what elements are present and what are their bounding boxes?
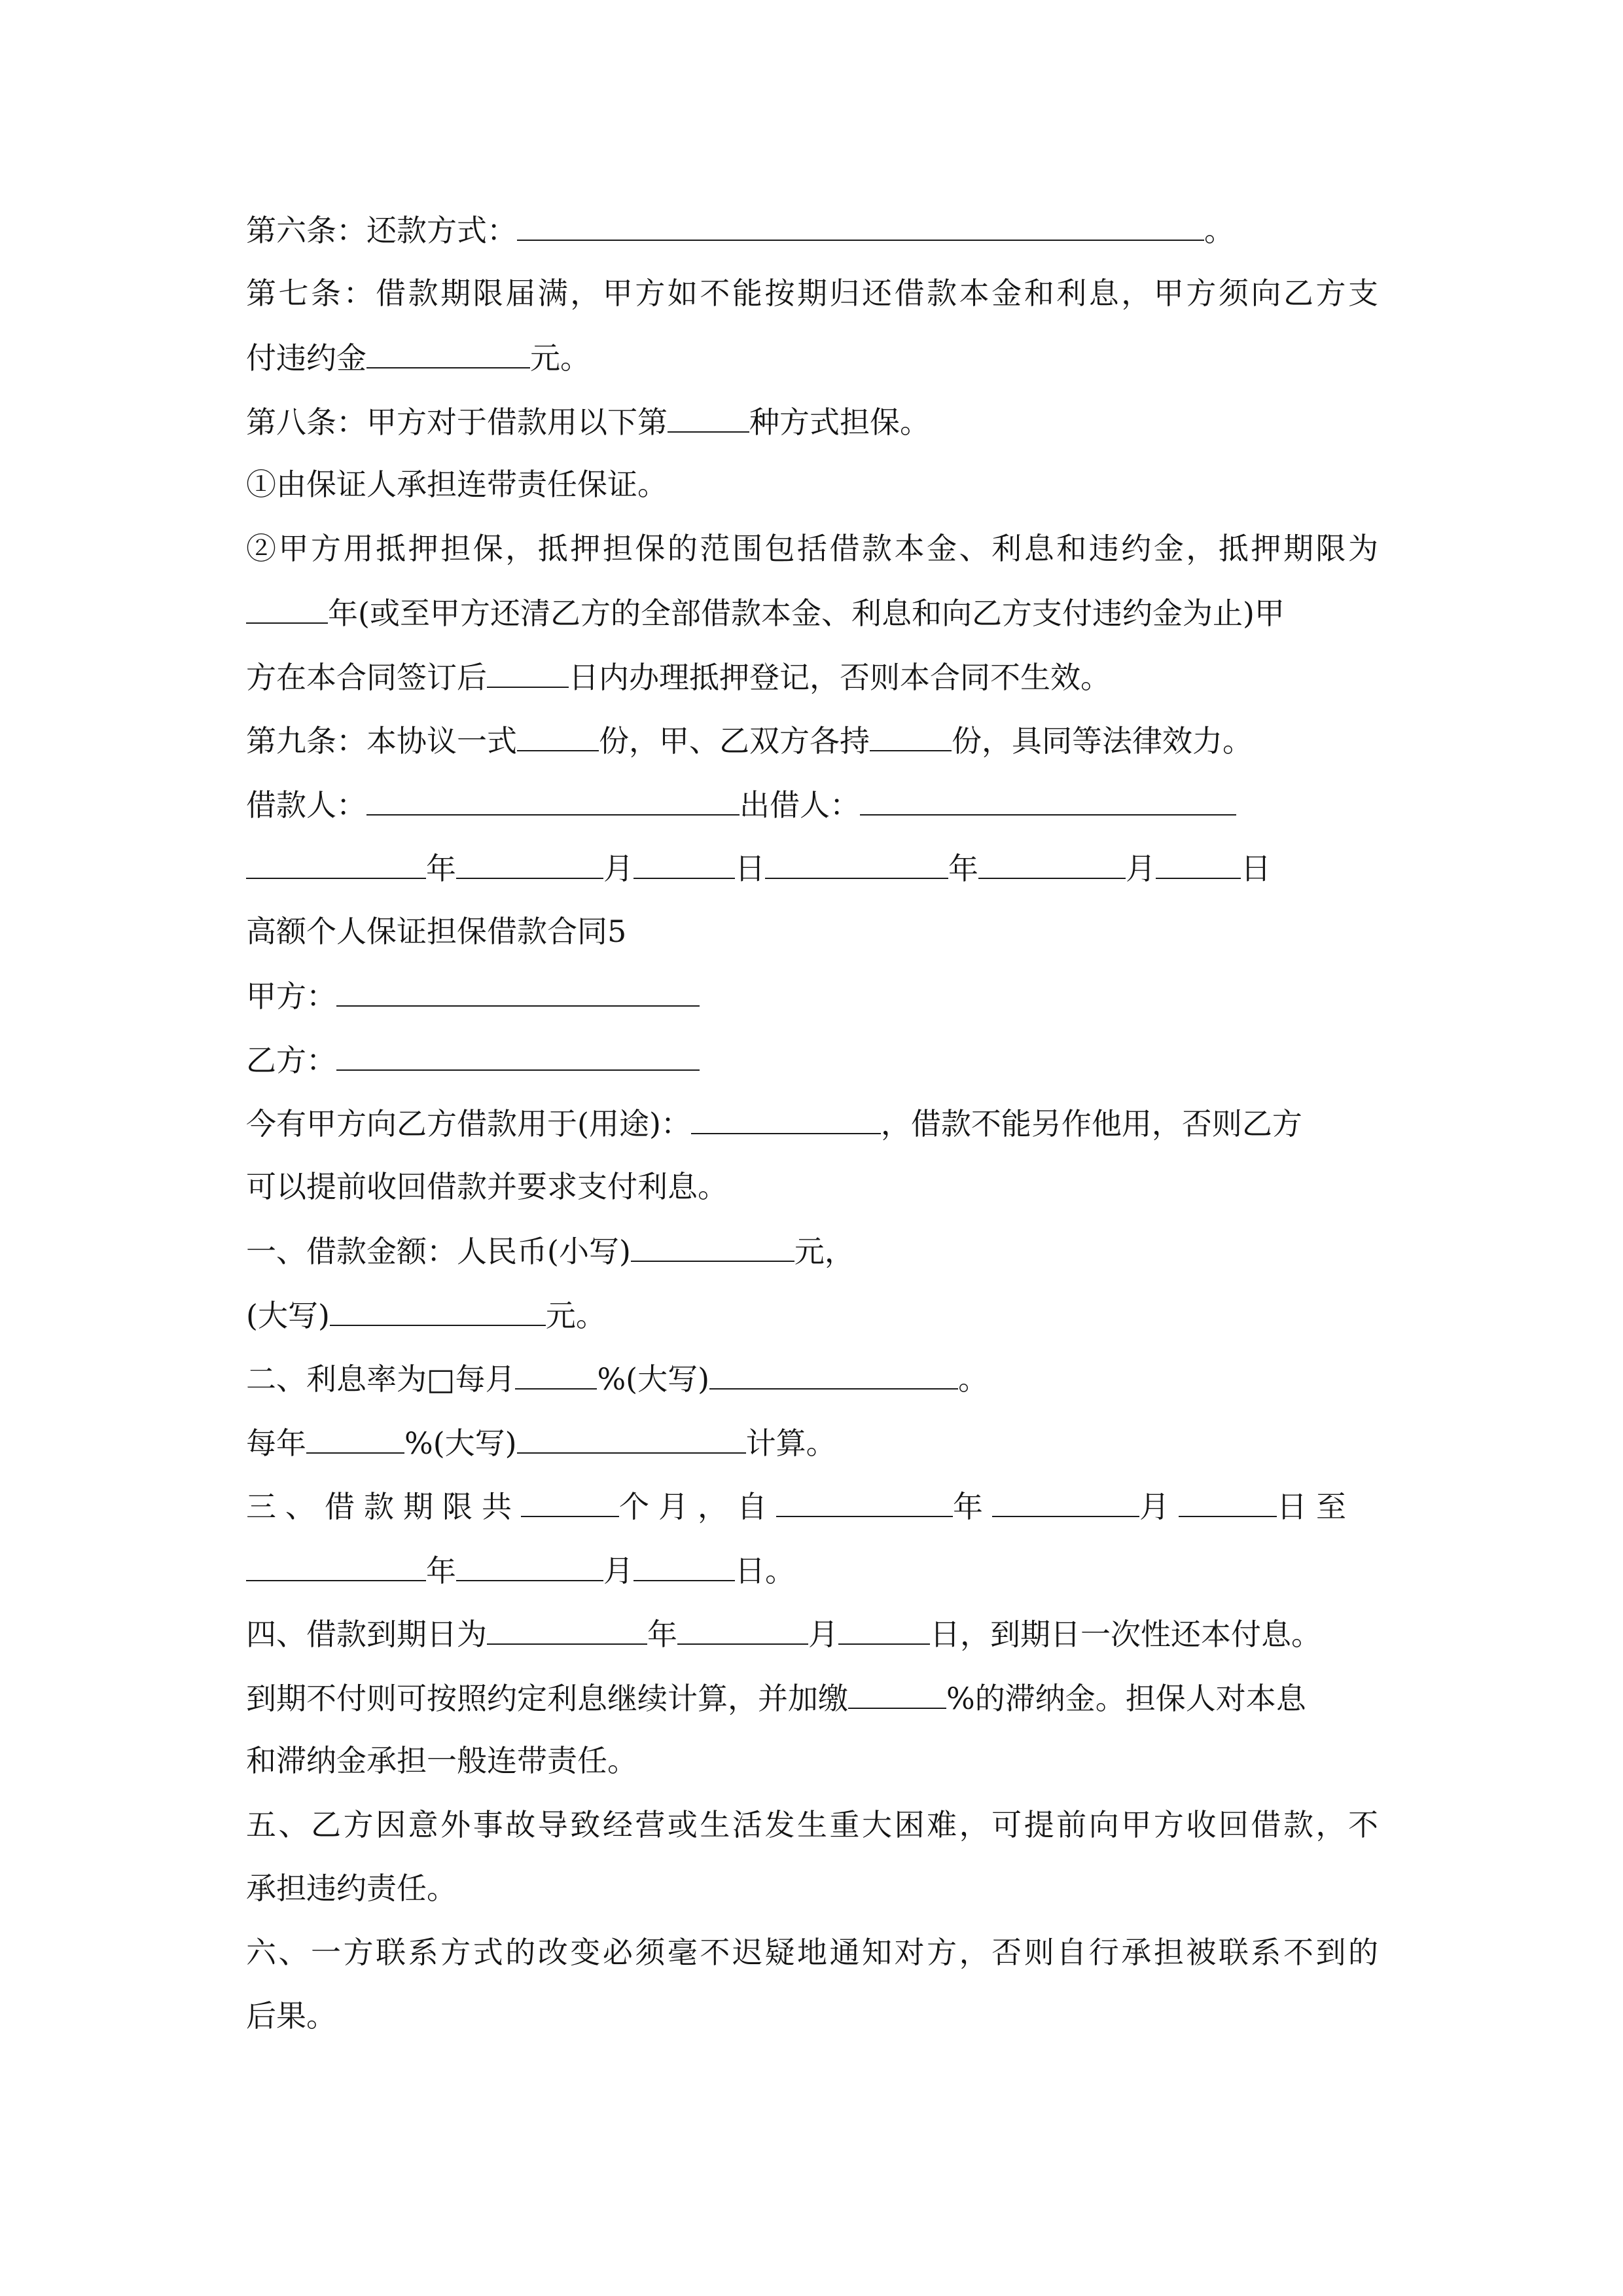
blank-field[interactable] xyxy=(992,1484,1139,1517)
article-7-line-2: 付违约金 元。 xyxy=(246,336,1378,378)
blank-field[interactable] xyxy=(306,1421,404,1454)
guarantee-option-2-line-1: ②甲方用抵押担保，抵押担保的范围包括借款本金、利息和违约金，抵押期限为 xyxy=(246,531,1378,566)
signature-date-line: 年 月 日 年 月 日 xyxy=(246,846,1378,888)
party-b-field[interactable] xyxy=(336,1038,700,1071)
blank-field[interactable] xyxy=(487,1612,647,1645)
blank-field[interactable] xyxy=(515,1357,597,1390)
article-6: 第六条：还款方式： 。 xyxy=(246,208,1378,250)
contract-title: 高额个人保证担保借款合同5 xyxy=(246,914,627,949)
clause-5-line-1: 五、乙方因意外事故导致经营或生活发生重大困难，可提前向甲方收回借款，不 xyxy=(246,1807,1378,1842)
blank-field[interactable] xyxy=(838,1612,930,1645)
blank-field[interactable] xyxy=(246,846,426,879)
clause-3-line-1: 三、借款期限共 个月，自 年 月 日至 xyxy=(246,1484,1378,1526)
article-7-line-1: 第七条：借款期限届满，甲方如不能按期归还借款本金和利息，甲方须向乙方支 xyxy=(246,276,1378,311)
blank-field[interactable] xyxy=(246,1549,426,1581)
purpose-line-1: 今有甲方向乙方借款用于(用途)： ，借款不能另作他用，否则乙方 xyxy=(246,1102,1378,1143)
signature-line: 借款人： 出借人： xyxy=(246,783,1378,825)
blank-field[interactable] xyxy=(246,591,328,624)
clause-1-line-2: (大写) 元。 xyxy=(246,1293,1378,1335)
guarantee-option-2-line-2: 年(或至甲方还清乙方的全部借款本金、利息和向乙方支付违约金为止)甲 xyxy=(246,591,1378,633)
blank-field[interactable] xyxy=(517,1421,746,1454)
clause-3-line-2: 年 月 日。 xyxy=(246,1549,1378,1590)
guarantee-option-2-line-3: 方在本合同签订后 日内办理抵押登记，否则本合同不生效。 xyxy=(246,655,1378,697)
blank-field[interactable] xyxy=(487,655,569,688)
blank-field[interactable] xyxy=(456,1549,603,1581)
party-b-line: 乙方： xyxy=(246,1038,1378,1080)
clause-5-line-2: 承担违约责任。 xyxy=(246,1871,457,1906)
blank-field[interactable] xyxy=(633,1549,735,1581)
amount-field[interactable] xyxy=(631,1229,794,1262)
blank-field[interactable] xyxy=(870,719,952,751)
blank-field[interactable] xyxy=(709,1357,958,1390)
clause-4-line-1: 四、借款到期日为 年 月 日，到期日一次性还本付息。 xyxy=(246,1612,1378,1654)
party-a-field[interactable] xyxy=(336,974,700,1007)
purpose-line-2: 可以提前收回借款并要求支付利息。 xyxy=(246,1169,728,1204)
blank-field[interactable] xyxy=(978,846,1126,879)
blank-field[interactable] xyxy=(517,719,599,751)
article-9: 第九条：本协议一式 份，甲、乙双方各持 份，具同等法律效力。 xyxy=(246,719,1378,761)
clause-6-line-1: 六、一方联系方式的改变必须毫不迟疑地通知对方，否则自行承担被联系不到的 xyxy=(246,1935,1378,1970)
lender-signature-field[interactable] xyxy=(860,783,1236,816)
blank-field[interactable] xyxy=(1179,1484,1277,1517)
blank-field[interactable] xyxy=(517,208,1204,241)
clause-2-line-1: 二、利息率为□每月 %(大写) 。 xyxy=(246,1357,1378,1399)
amount-words-field[interactable] xyxy=(330,1293,546,1326)
blank-field[interactable] xyxy=(765,846,948,879)
blank-field[interactable] xyxy=(456,846,603,879)
party-a-line: 甲方： xyxy=(246,974,1378,1016)
article-8: 第八条：甲方对于借款用以下第 种方式担保。 xyxy=(246,400,1378,442)
blank-field[interactable] xyxy=(366,336,530,368)
blank-field[interactable] xyxy=(848,1676,946,1709)
clause-1-line-1: 一、借款金额：人民币(小写) 元， xyxy=(246,1229,1378,1271)
blank-field[interactable] xyxy=(1156,846,1241,879)
blank-field[interactable] xyxy=(668,400,749,433)
guarantee-option-1: ①由保证人承担连带责任保证。 xyxy=(246,467,668,502)
blank-field[interactable] xyxy=(633,846,735,879)
blank-field[interactable] xyxy=(521,1484,619,1517)
clause-6-line-2: 后果。 xyxy=(246,1998,336,2034)
purpose-field[interactable] xyxy=(691,1102,881,1134)
clause-4-line-2: 到期不付则可按照约定利息继续计算，并加缴 %的滞纳金。担保人对本息 xyxy=(246,1676,1378,1718)
borrower-signature-field[interactable] xyxy=(366,783,740,816)
blank-field[interactable] xyxy=(776,1484,953,1517)
clause-2-line-2: 每年 %(大写) 计算。 xyxy=(246,1421,1378,1463)
blank-field[interactable] xyxy=(677,1612,808,1645)
clause-4-line-3: 和滞纳金承担一般连带责任。 xyxy=(246,1743,637,1778)
